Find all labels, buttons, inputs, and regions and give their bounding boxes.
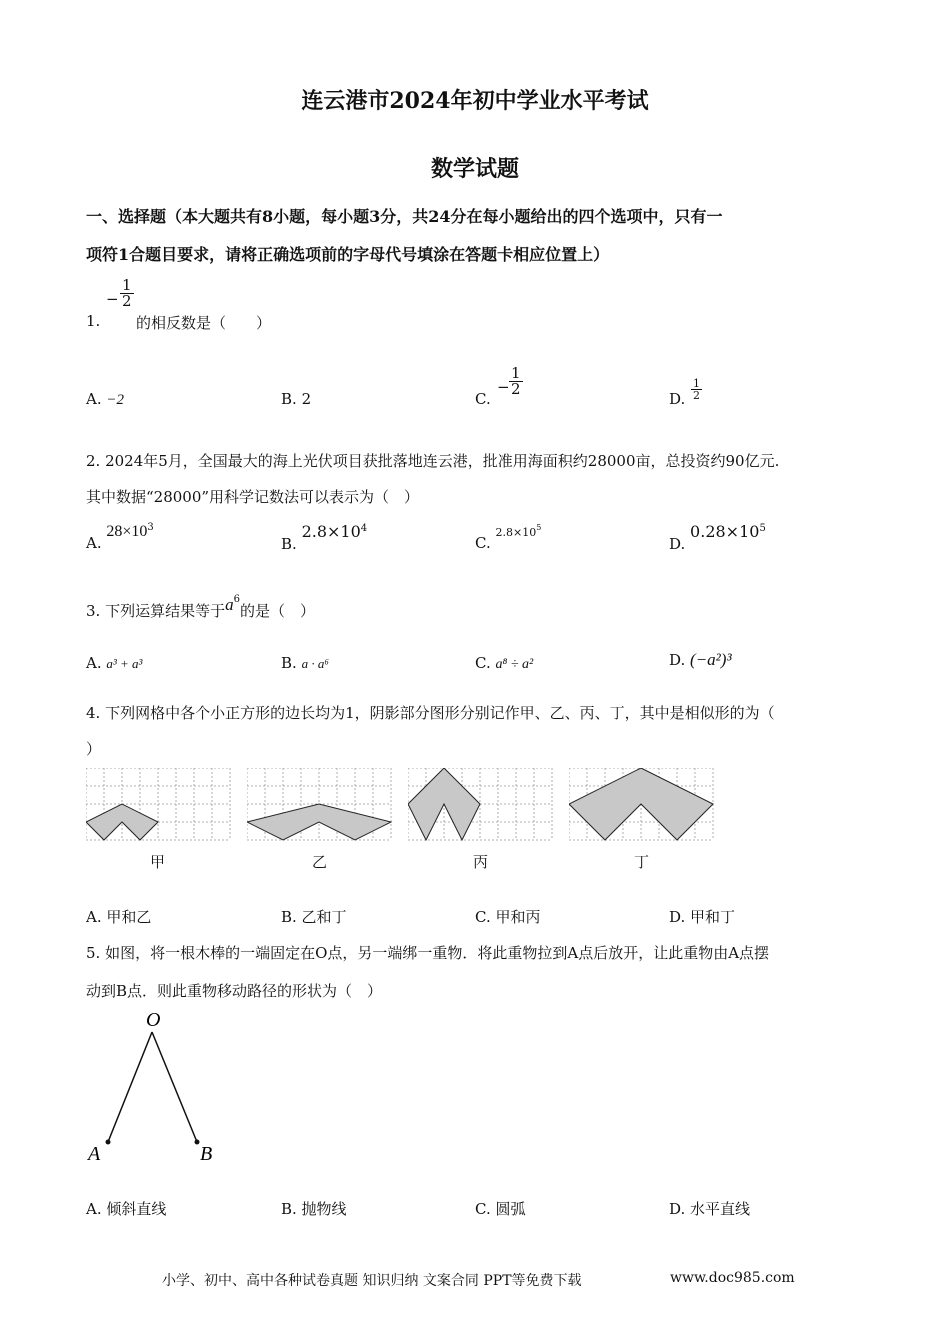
option-exp: 4 (360, 523, 368, 534)
exam-subtitle: 数学试题 (430, 156, 519, 182)
option-base: 0.28×10 (690, 522, 760, 541)
grid-figure-ding (569, 768, 715, 842)
option-exp: 5 (759, 523, 766, 534)
option-label: B. (281, 390, 297, 408)
q3-option-c[interactable] (475, 654, 533, 673)
option-base: 2.8×10 (495, 526, 537, 539)
q4-option-c[interactable]: C. 甲和丙 (475, 908, 541, 926)
option-value: (−a²)³ (690, 650, 732, 669)
label-b: B (200, 1143, 213, 1165)
point-b (195, 1140, 200, 1145)
option-label: B. (281, 535, 297, 553)
caption-ding: 丁 (634, 853, 650, 871)
option-value: a · a⁶ (301, 656, 329, 671)
q5-line2: 动到B点．则此重物移动路径的形状为（ ） (86, 982, 383, 1000)
q3-option-a[interactable] (86, 654, 142, 672)
option-sign: − (497, 378, 510, 396)
q4-line1: 4. 下列网格中各个小正方形的边长均为1，阴影部分图形分别记作甲、乙、丙、丁，其中是相似形的为（ (86, 704, 775, 722)
q5-option-c[interactable]: C. 圆弧 (475, 1200, 526, 1218)
option-label: B. (281, 654, 297, 672)
grid-figure-bing (408, 768, 554, 842)
caption-bing: 丙 (473, 853, 489, 871)
q5-option-a[interactable]: A. 倾斜直线 (86, 1200, 167, 1218)
q1-frac-den: 2 (122, 292, 132, 310)
frac-den: 2 (693, 389, 700, 402)
section-heading-line2: 项符1合题目要求，请将正确选项前的字母代号填涂在答题卡相应位置上） (86, 245, 610, 264)
option-label: D. (669, 535, 686, 553)
option-label: C. (475, 534, 491, 552)
q2-option-b[interactable] (281, 522, 367, 553)
q5-option-d[interactable]: D. 水平直线 (669, 1200, 751, 1218)
q3-option-b[interactable] (281, 654, 329, 672)
option-base: 28×10 (106, 523, 148, 540)
q3-stem-post: 的是（ ） (239, 602, 315, 620)
q3-exp: 6 (233, 594, 240, 605)
option-value: a⁸ ÷ a² (495, 657, 534, 672)
pendulum-rod-b (152, 1032, 197, 1142)
q5-line1: 5. 如图，将一根木棒的一端固定在O点，另一端绑一重物．将此重物拉到A点后放开，让此重物由A点摆 (86, 944, 770, 962)
grid-figure-jia (86, 768, 232, 842)
q4-line2: ） (86, 740, 102, 758)
q4-option-a[interactable]: A. 甲和乙 (86, 908, 152, 926)
option-label: C. (475, 390, 491, 408)
q1-option-a[interactable] (86, 390, 124, 409)
q2-option-c[interactable] (475, 522, 541, 552)
q1-option-d[interactable] (669, 378, 729, 412)
option-value: −2 (106, 392, 125, 408)
option-base: 2.8×10 (301, 522, 361, 541)
q1-stem: 的相反数是（ ） (136, 314, 272, 332)
label-o: O (146, 1009, 161, 1031)
option-label: A. (86, 390, 102, 408)
q1-frac-sign: − (106, 290, 119, 308)
q2-option-d[interactable] (669, 522, 766, 553)
exam-title: 连云港市2024年初中学业水平考试 (301, 88, 649, 114)
caption-jia: 甲 (150, 853, 166, 871)
q1-number: 1. (86, 312, 101, 330)
frac-den: 2 (511, 380, 521, 398)
q1-frac (120, 278, 134, 309)
q1-frac-num: 1 (122, 276, 132, 294)
option-label: A. (86, 654, 102, 672)
q2-line1: 2. 2024年5月，全国最大的海上光伏项目获批落地连云港，批准用海面积约28000亩，总投资约90亿元. (86, 452, 780, 470)
pendulum-figure (84, 1006, 224, 1166)
option-label: C. (475, 654, 491, 672)
q5-option-b[interactable]: B. 抛物线 (281, 1200, 347, 1218)
option-exp: 5 (536, 523, 542, 532)
frac-num: 1 (511, 364, 521, 382)
option-label: A. (86, 534, 102, 552)
q3-base: a (225, 595, 234, 614)
q1-option-b[interactable] (281, 390, 311, 408)
option-value: 2 (301, 390, 312, 408)
question-3-stem (86, 594, 315, 621)
q1-option-c[interactable] (475, 366, 555, 412)
q4-option-d[interactable]: D. 甲和丁 (669, 908, 736, 926)
pendulum-rod-a (108, 1032, 152, 1142)
option-exp: 3 (147, 522, 154, 533)
section-heading-line1: 一、选择题（本大题共有8小题，每小题3分，共24分在每小题给出的四个选项中，只有一 (86, 207, 723, 226)
q3-option-d[interactable] (669, 650, 732, 670)
q2-line2: 其中数据“28000”用科学记数法可以表示为（ ） (86, 488, 420, 506)
footer-text: 小学、初中、高中各种试卷真题 知识归纳 文案合同 PPT等免费下载 (162, 1273, 582, 1289)
grid-figure-yi (247, 768, 393, 842)
q2-option-a[interactable] (86, 522, 154, 552)
footer-link[interactable]: www.doc985.com (670, 1270, 795, 1286)
point-a (106, 1140, 111, 1145)
option-label: D. (669, 651, 686, 669)
caption-yi: 乙 (312, 853, 328, 871)
option-fraction (691, 378, 702, 401)
option-value: a³ + a³ (106, 656, 143, 671)
q4-option-b[interactable]: B. 乙和丁 (281, 908, 347, 926)
option-fraction (509, 366, 523, 397)
frac-num: 1 (693, 377, 700, 390)
q3-stem-pre: 3. 下列运算结果等于 (86, 602, 226, 620)
label-a: A (88, 1143, 101, 1165)
option-label: D. (669, 390, 686, 408)
